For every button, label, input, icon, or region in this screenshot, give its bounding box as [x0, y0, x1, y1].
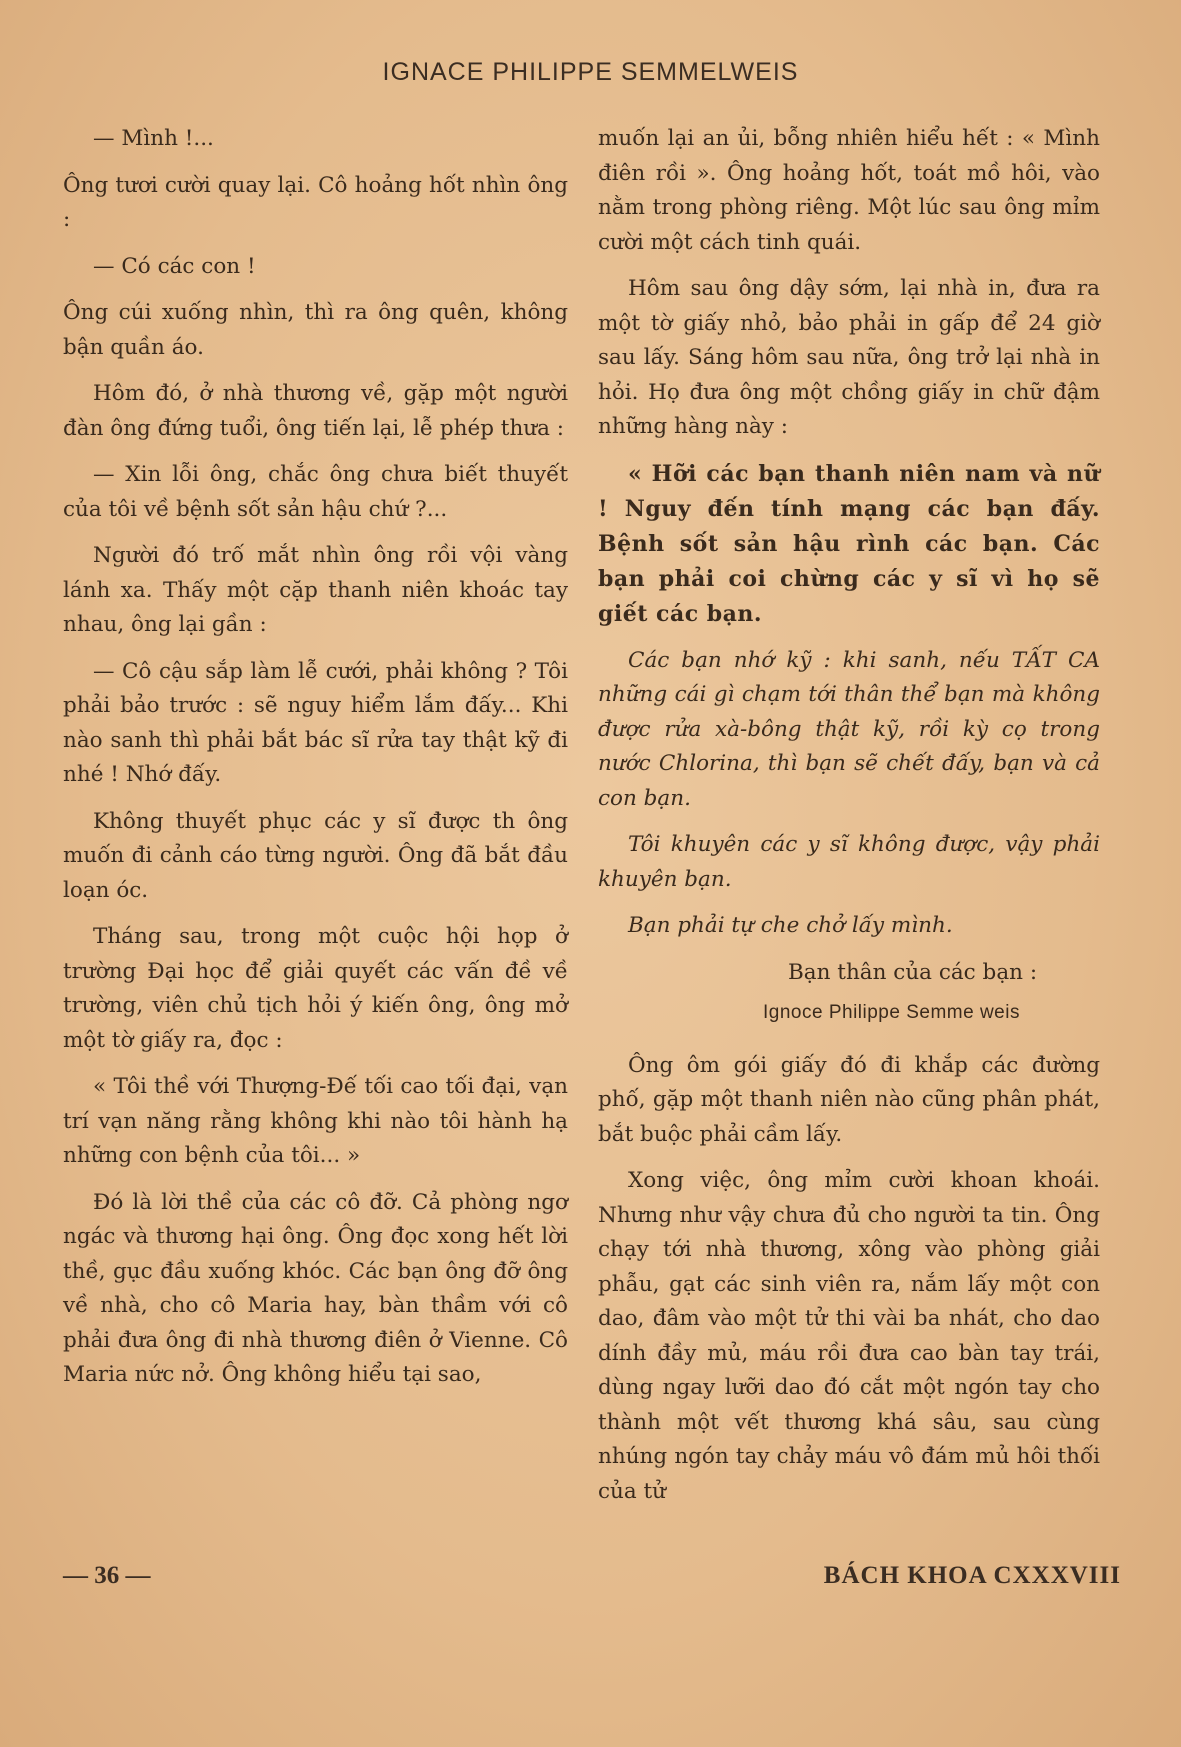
running-head: IGNACE PHILIPPE SEMMELWEIS: [382, 58, 799, 86]
paragraph: Không thuyết phục các y sĩ được th ông muốn đi cảnh cáo từng người. Ông đã bắt đầu loạn óc.: [63, 808, 568, 903]
page-number: — 36 —: [63, 1562, 151, 1589]
right-column: [598, 122, 1100, 1521]
notice-signature: Ignoce Philippe Semme weis: [763, 1002, 1020, 1023]
paragraph: Xong việc, ông mỉm cười khoan khoái. Nhưng như vậy chưa đủ cho người ta tin. Ông chạy tới nhà thương, xông vào phòng giải phẫu, gạt các sinh viên ra, nắm lấy một con dao, đâm vào một tử thi vài ba nhát, cho dao dính đầy mủ, máu rồi đưa cao bàn tay trái, dùng ngay lưỡi dao đó cắt một ngón tay cho thành một vết thương khá sâu, sau cùng nhúng ngón tay chảy máu vô đám mủ hôi thối của tử: [598, 1168, 1100, 1504]
journal-name: BÁCH KHOA CXXXVIII: [823, 1562, 1121, 1589]
paragraph: — Cô cậu sắp làm lễ cưới, phải không ? Tôi phải bảo trước : sẽ nguy hiểm lắm đấy... Khi nào sanh thì phải bắt bác sĩ rửa tay thật kỹ đi nhé ! Nhớ đấy.: [63, 658, 568, 787]
printed-notice-bold: « Hỡi các bạn thanh niên nam và nữ ! Nguy đến tính mạng các bạn đấy. Bệnh sốt sản hậu rình các bạn. Các bạn phải coi chừng các y sĩ vì họ sẽ giết các bạn.: [598, 460, 1100, 627]
paragraph: Ông cúi xuống nhìn, thì ra ông quên, không bận quần áo.: [63, 300, 568, 360]
paragraph: Hôm sau ông dậy sớm, lại nhà in, đưa ra một tờ giấy nhỏ, bảo phải in gấp để 24 giờ sau lấy. Sáng hôm sau nữa, ông trở lại nhà in hỏi. Họ đưa ông một chồng giấy in chữ đậm những hàng này :: [598, 276, 1100, 439]
paragraph: Người đó trố mắt nhìn ông rồi vội vàng lánh xa. Thấy một cặp thanh niên khoác tay nhau, ông lại gần :: [63, 543, 568, 637]
paragraph: Đó là lời thề của các cô đỡ. Cả phòng ngơ ngác và thương hại ông. Ông đọc xong hết lời thề, gục đầu xuống khóc. Các bạn ông đỡ ông về nhà, cho cô Maria hay, bàn thầm với cô phải đưa ông đi nhà thương điên ở Vienne. Cô Maria nức nở. Ông không hiểu tại sao,: [63, 1189, 568, 1387]
notice-signoff: Bạn thân của các bạn :: [788, 959, 1038, 985]
printed-notice-italic: Tôi khuyên các y sĩ không được, vậy phải khuyên bạn.: [598, 832, 1100, 892]
paragraph: — Có các con !: [93, 253, 256, 279]
paragraph: Ông ôm gói giấy đó đi khắp các đường phố, gặp một thanh niên nào cũng phân phát, bắt buộc phải cầm lấy.: [598, 1052, 1100, 1147]
paragraph: Hôm đó, ở nhà thương về, gặp một người đàn ông đứng tuổi, ông tiến lại, lễ phép thưa :: [63, 381, 568, 441]
paragraph: Tháng sau, trong một cuộc hội họp ở trường Đại học để giải quyết các vấn đề về trường, viên chủ tịch hỏi ý kiến ông, ông mở một tờ giấy ra, đọc :: [63, 924, 568, 1053]
paragraph: Ông tươi cười quay lại. Cô hoảng hốt nhìn ông :: [63, 172, 568, 232]
printed-notice-italic: Bạn phải tự che chở lấy mình.: [628, 913, 953, 938]
paragraph: — Xin lỗi ông, chắc ông chưa biết thuyết của tôi về bệnh sốt sản hậu chứ ?...: [63, 462, 568, 522]
paragraph: muốn lại an ủi, bỗng nhiên hiểu hết : « Mình điên rồi ». Ông hoảng hốt, toát mồ hôi, vào nằm trong phòng riêng. Một lúc sau ông mỉm cười một cách tinh quái.: [598, 126, 1100, 255]
left-column: [63, 122, 568, 1405]
printed-notice-italic: Các bạn nhớ kỹ : khi sanh, nếu TẤT CA những cái gì chạm tới thân thể bạn mà không được rửa xà-bông thật kỹ, rồi kỳ cọ trong nước Chlorina, thì bạn sẽ chết đấy, bạn và cả con bạn.: [598, 647, 1100, 811]
paragraph: — Mình !...: [93, 126, 214, 151]
oath-quote: « Tôi thề với Thượng-Đế tối cao tối đại, vạn trí vạn năng rằng không khi nào tôi hành hạ những con bệnh của tôi... »: [63, 1074, 568, 1168]
